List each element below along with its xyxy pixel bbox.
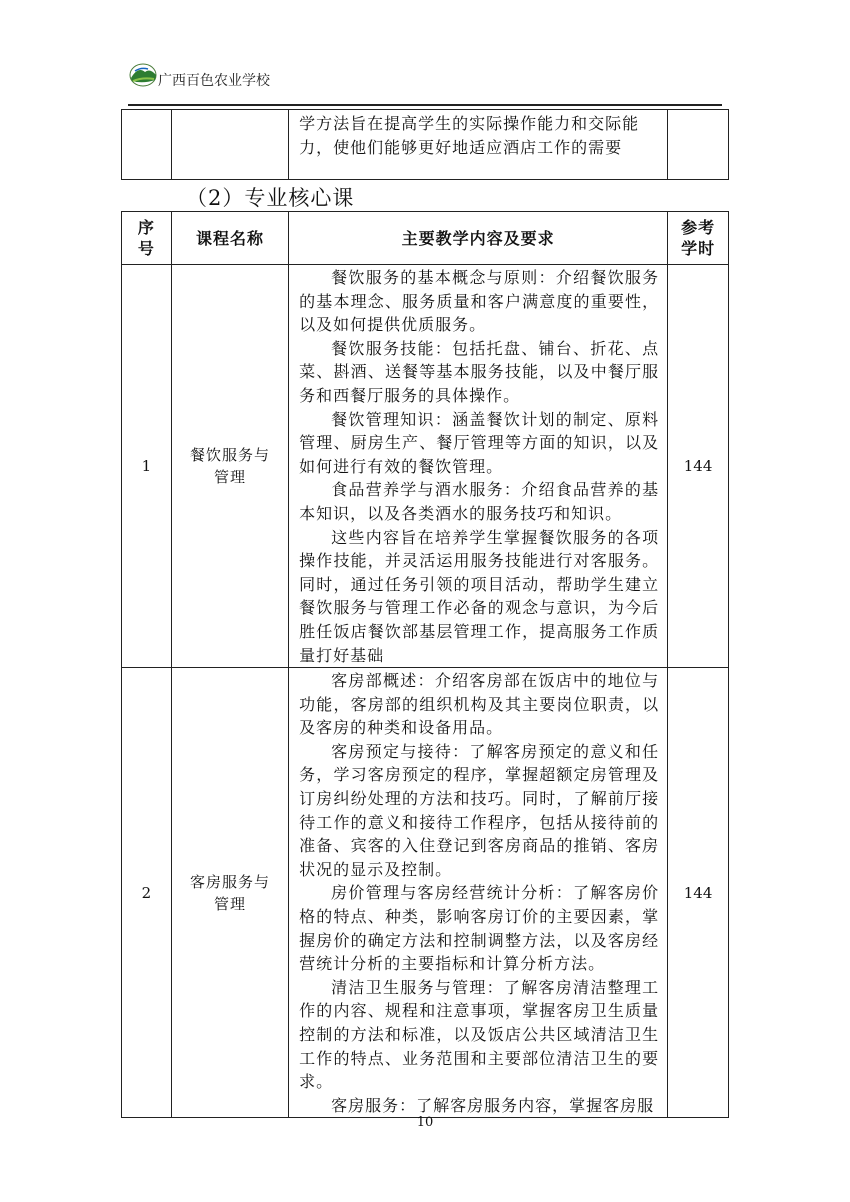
row-course-name: 餐饮服务与 管理 <box>171 265 288 668</box>
table-row <box>122 668 729 1118</box>
content-paragraph: 客房部概述：介绍客房部在饭店中的地位与功能，客房部的组织机构及其主要岗位职责，以及客房的种类和设备用品。 <box>299 671 660 738</box>
school-name: 广西百色农业学校 <box>158 73 270 89</box>
content-line: 学方法旨在提高学生的实际操作能力和交际能 <box>299 114 640 133</box>
index-cell <box>122 110 172 180</box>
content-paragraph: 食品营养学与酒水服务：介绍食品营养的基本知识，以及各类酒水的服务技巧和知识。 <box>299 480 660 523</box>
core-course-table <box>121 211 729 1118</box>
content-paragraph: 客房预定与接待：了解客房预定的意义和任务，学习客房预定的程序，掌握超额定房管理及订房纠纷处理的方法和技巧。同时，了解前厅接待工作的意义和接待工作程序，包括从接待前的准备、宾客的入住登记到客房商品的推销、客房状况的显示及控制。 <box>299 741 660 879</box>
row-content <box>289 668 668 1118</box>
header-index: 序 号 <box>122 212 172 265</box>
page-header <box>128 62 728 110</box>
table-row <box>122 110 729 180</box>
content-paragraph: 客房服务：了解客房服务内容，掌握客房服 <box>331 1095 655 1115</box>
content-paragraph: 清洁卫生服务与管理：了解客房清洁整理工作的内容、规程和注意事项，掌握客房卫生质量控制的方法和标准，以及饭店公共区域清洁卫生工作的特点、业务范围和主要部位清洁卫生的要求。 <box>299 977 660 1092</box>
continuation-table <box>121 109 729 180</box>
content-paragraph: 房价管理与客房经营统计分析：了解客房价格的特点、种类，影响客房订价的主要因素，掌握房价的确定方法和控制调整方法，以及客房经营统计分析的主要指标和计算分析方法。 <box>299 883 660 974</box>
row-content <box>289 265 668 668</box>
row-index: 2 <box>122 668 172 1118</box>
row-course-name: 客房服务与 管理 <box>171 668 288 1118</box>
hours-cell <box>668 110 729 180</box>
green-hill-logo-icon <box>128 62 158 88</box>
header-content: 主要教学内容及要求 <box>289 212 668 265</box>
header-name: 课程名称 <box>171 212 288 265</box>
header-rule <box>128 104 722 106</box>
table-header-row <box>122 212 729 265</box>
row-hours: 144 <box>668 668 729 1118</box>
content-cell <box>289 110 668 180</box>
content-paragraph: 这些内容旨在培养学生掌握餐饮服务的各项操作技能，并灵活运用服务技能进行对客服务。同时，通过任务引领的项目活动，帮助学生建立餐饮服务与管理工作必备的观念与意识，为今后胜任饭店餐饮部基层管理工作，提高服务工作质量打好基础 <box>299 527 660 665</box>
header-hours: 参考 学时 <box>668 212 729 265</box>
content-paragraph: 餐饮服务的基本概念与原则：介绍餐饮服务的基本理念、服务质量和客户满意度的重要性，以及如何提供优质服务。 <box>299 268 660 335</box>
row-hours: 144 <box>668 265 729 668</box>
name-cell <box>171 110 288 180</box>
section-title: （2）专业核心课 <box>186 186 355 210</box>
content-line: 力，使他们能够更好地适应酒店工作的需要 <box>299 138 623 157</box>
row-index: 1 <box>122 265 172 668</box>
content-paragraph: 餐饮服务技能：包括托盘、铺台、折花、点菜、斟酒、送餐等基本服务技能，以及中餐厅服务和西餐厅服务的具体操作。 <box>299 338 660 405</box>
table-row <box>122 265 729 668</box>
page-number: 10 <box>416 1115 434 1130</box>
content-paragraph: 餐饮管理知识：涵盖餐饮计划的制定、原料管理、厨房生产、餐厅管理等方面的知识，以及如何进行有效的餐饮管理。 <box>299 409 660 476</box>
